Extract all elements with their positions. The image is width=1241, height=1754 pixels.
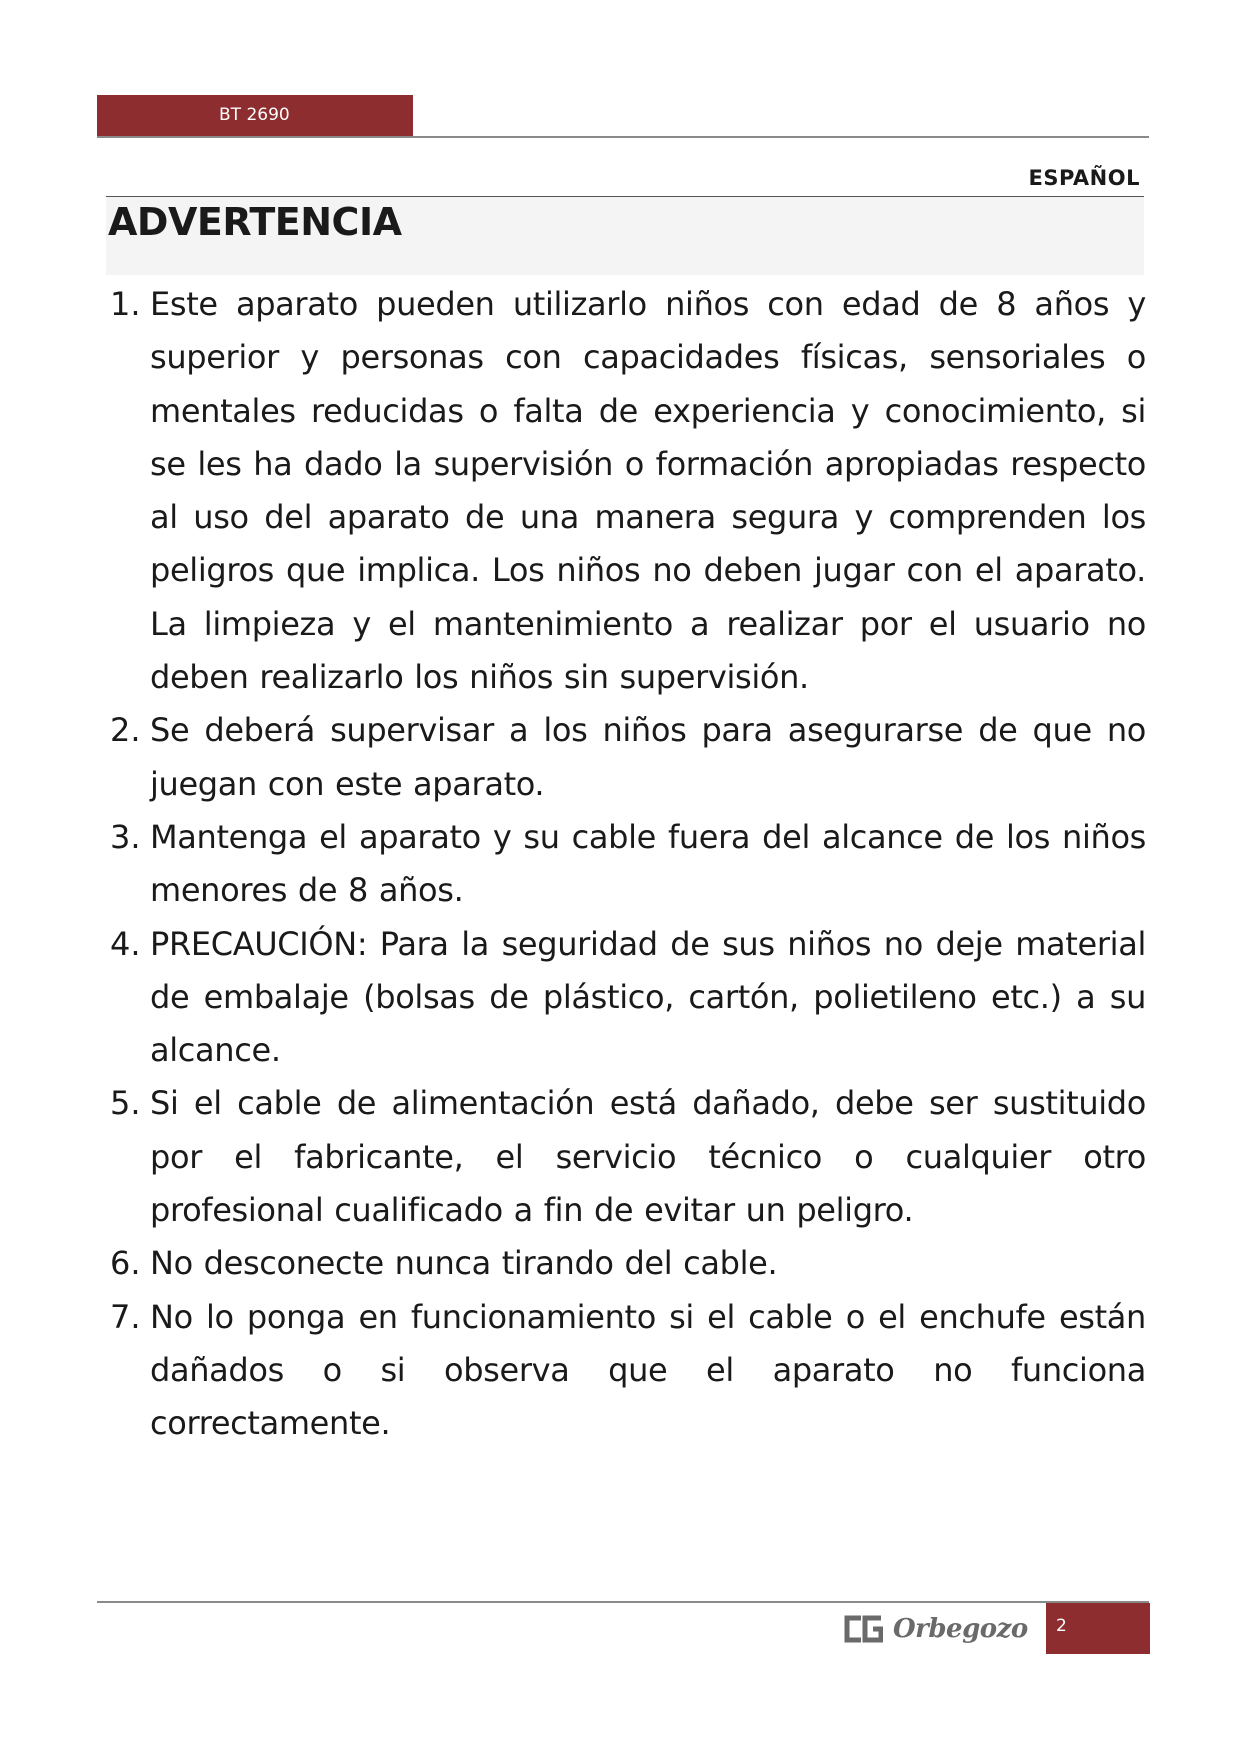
warning-text: Si el cable de alimentación está dañado, debe ser sustituido por el fabricante, el servicio técnico o cualquier otro profesional cualificado a fin de evitar un peligro. xyxy=(150,1084,1146,1230)
warning-text: Mantenga el aparato y su cable fuera del alcance de los niños menores de 8 años. xyxy=(150,817,1146,910)
brand-name: Orbegozo xyxy=(893,1614,1028,1644)
warning-item xyxy=(110,918,1146,1078)
warning-number: 2. xyxy=(110,711,141,750)
warning-number: 5. xyxy=(110,1084,141,1123)
warning-list xyxy=(110,278,1146,1451)
warning-item xyxy=(110,704,1146,811)
warning-text: Se deberá supervisar a los niños para asegurarse de que no juegan con este aparato. xyxy=(150,711,1146,803)
warning-text: Este aparato pueden utilizarlo niños con edad de 8 años y superior y personas con capacidades físicas, sensoriales o mentales reducidas o falta de experiencia y conocimiento, si se les ha dado la supervisión o formación apropiadas respecto al uso del aparato de una manera segura y comprenden los peligros que implica. Los niños no deben jugar con el aparato. La limpieza y el mantenimiento a realizar por el usuario no deben realizarlo los niños sin supervisión. xyxy=(150,285,1146,697)
page-number: 2 xyxy=(1056,1616,1067,1636)
warning-text: No desconecte nunca tirando del cable. xyxy=(150,1244,778,1283)
model-tab xyxy=(97,95,413,136)
warning-item xyxy=(110,811,1146,918)
brand-mark-icon xyxy=(843,1614,883,1644)
brand-logo xyxy=(843,1609,1043,1649)
footer-divider xyxy=(97,1601,1149,1603)
language-label: ESPAÑOL xyxy=(1028,166,1140,190)
section-title: ADVERTENCIA xyxy=(108,200,402,244)
page-number-box xyxy=(1046,1603,1150,1654)
warning-item xyxy=(110,1077,1146,1237)
header-divider xyxy=(97,136,1149,138)
warning-number: 7. xyxy=(110,1297,141,1336)
warning-item xyxy=(110,1237,1146,1290)
warning-number: 4. xyxy=(110,924,141,963)
warning-text: No lo ponga en funcionamiento si el cable o el enchufe están dañados o si observa que el aparato no funciona correctamente. xyxy=(150,1297,1146,1443)
warning-item xyxy=(110,278,1146,704)
model-label: BT 2690 xyxy=(219,105,290,125)
warning-number: 6. xyxy=(110,1244,141,1283)
warning-number: 3. xyxy=(110,817,141,856)
warning-item xyxy=(110,1291,1146,1451)
warning-text: PRECAUCIÓN: Para la seguridad de sus niños no deje material de embalaje (bolsas de plástico, cartón, polietileno etc.) a su alcance. xyxy=(150,924,1146,1070)
warning-number: 1. xyxy=(110,285,141,323)
